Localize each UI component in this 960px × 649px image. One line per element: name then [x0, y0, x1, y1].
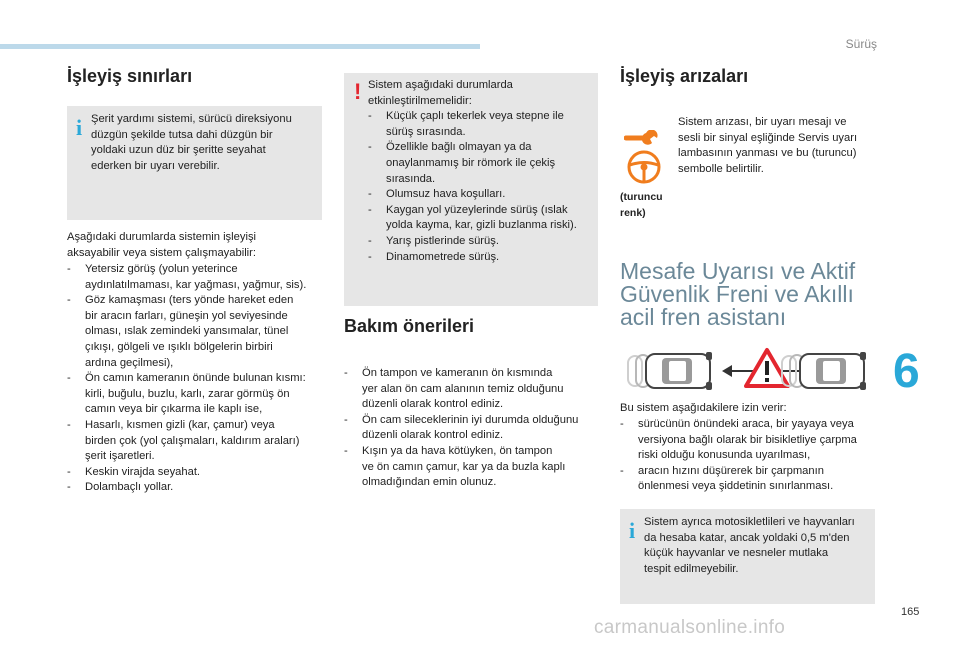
fault-description: Sistem arızası, bir uyarı mesajı ve sesli bir sinyal eşliğinde Servis uyarı lambasının yanması ve bu (turuncu) sembolle belirtilir.: [678, 116, 858, 175]
warning-icon: !: [354, 79, 362, 104]
text-line: düzgün şekilde tutsa dahi düzgün bir: [91, 128, 273, 141]
warning-box: [344, 73, 598, 306]
list-item: - Ön tampon ve kameranın ön kısmında yer alan ön cam alanının temiz olduğunu düzenli olarak kontrol ediniz.: [344, 367, 564, 411]
list-item: - Dinamometrede sürüş.: [368, 250, 500, 263]
list-item: - Küçük çaplı tekerlek veya stepne ile sürüş sırasında.: [368, 110, 564, 138]
limits-list: [67, 262, 329, 496]
list-item: - Ön camın kameranın önünde bulunan kısmı: kirli, buğulu, buzlu, karlı, zarar görmüş ön camın veya bir çıkarma ile kaplı ise,: [67, 372, 306, 416]
header-bar: [0, 44, 480, 49]
section-big-title: Mesafe Uyarısı ve Aktif Güvenlik Freni ve Akıllı acil fren asistanı: [620, 258, 856, 330]
list-item: - Dolambaçlı yollar.: [67, 481, 174, 494]
list-item: - sürücünün önündeki araca, bir yayaya veya versiyona bağlı olarak bir bisikletliye çarpma riski olduğu konusunda uyarılması,: [620, 418, 857, 462]
col1-intro: [67, 230, 327, 261]
list-item: - Olumsuz hava koşulları.: [368, 188, 506, 201]
list-item: - Keskin virajda seyahat.: [67, 465, 201, 478]
car-icon: [628, 352, 712, 390]
info-icon: i: [629, 518, 636, 543]
info-box-motorcycles: [620, 509, 875, 604]
system-intro: Bu sistem aşağıdakilere izin verir:: [620, 402, 787, 414]
list-item: - aracın hızını düşürerek bir çarpmanın önlenmesi veya şiddetinin sınırlanması.: [620, 464, 834, 493]
chapter-number: 6: [893, 345, 920, 398]
title-malfunctions: İşleyiş arızaları: [620, 66, 749, 86]
list-item: - Özellikle bağlı olmayan ya da onaylanmamış bir römork ile çekiş sırasında.: [368, 141, 556, 185]
list-item: - Ön cam sileceklerinin iyi durumda olduğunu düzenli olarak kontrol ediniz.: [344, 413, 579, 442]
list-item: - Kışın ya da hava kötüyken, ön tampon ve ön camın çamur, kar ya da buzla kaplı olmadığından emin olunuz.: [344, 444, 566, 489]
list-item: - Yetersiz görüş (yolun yeterince aydınlatılmaması, kar yağması, yağmur, sis).: [67, 263, 307, 291]
list-item: - Göz kamaşması (ters yönde hareket eden bir aracın farları, güneşin yol seviyesinde olması, ıslak zemindeki yansımalar, tünel çıkışı, gölgeli ve ışıklı bölgelerin birbiri ardına geçilmesi),: [67, 294, 294, 369]
info-box-lane-assist: [67, 106, 322, 220]
icon-caption: (turuncu renk): [620, 191, 663, 219]
title-operating-limits: İşleyiş sınırları: [67, 66, 193, 86]
page-number: 165: [901, 606, 920, 618]
system-list: [620, 417, 882, 495]
info-box-text: [91, 112, 319, 174]
maintenance-list: [344, 366, 600, 491]
title-maintenance: Bakım önerileri: [344, 316, 475, 336]
text-line: Aşağıdaki durumlarda sistemin işleyişi: [67, 231, 257, 243]
text-line: Şerit yardımı sistemi, sürücü direksiyonu: [91, 113, 292, 125]
warning-list: [368, 109, 596, 265]
text-line: ederken bir uyarı verebilir.: [91, 159, 220, 172]
list-item: - Yarış pistlerinde sürüş.: [368, 234, 499, 247]
steering-wheel-icon: [626, 149, 662, 185]
watermark: carmanualsonline.info: [594, 617, 786, 638]
section-label: Sürüş: [845, 37, 877, 51]
warning-box-text: Sistem aşağıdaki durumlarda etkinleştirilmemelidir: - Küçük çaplı tekerlek veya stepne ile sürüş sırasında. - Özellikle bağlı olmayan ya da onaylanmamış bir römork ile çekiş sırasında. - Olumsuz hava koşulları. - Kaygan yol yüzeylerinde sürüş (ıslak yolda kayma, kar, gizli buzlanma riski). - Yarış pistlerinde sürüş. - Dinamometrede sürüş.: [368, 78, 596, 265]
wrench-icon: [624, 130, 660, 146]
text-line: aksayabilir veya sistem çalışmayabilir:: [67, 246, 257, 259]
info-icon: i: [76, 115, 83, 140]
info-box-text: Sistem ayrıca motosikletlileri ve hayvanları da hesaba katar, ancak yoldaki 0,5 m'den küçük hayvanlar ve nesneler mutlaka tespit edilmeyebilir.: [644, 516, 855, 575]
list-item: - Hasarlı, kısmen gizli (kar, çamur) veya birden çok (yol çalışmaları, kaldırım araları) şerit işaretleri.: [67, 418, 300, 463]
list-item: - Kaygan yol yüzeylerinde sürüş (ıslak yolda kayma, kar, gizli buzlanma riski).: [368, 203, 577, 232]
collision-warning-illustration: [622, 346, 870, 394]
text-line: yoldaki uzun düz bir şeritte seyahat: [91, 144, 266, 157]
